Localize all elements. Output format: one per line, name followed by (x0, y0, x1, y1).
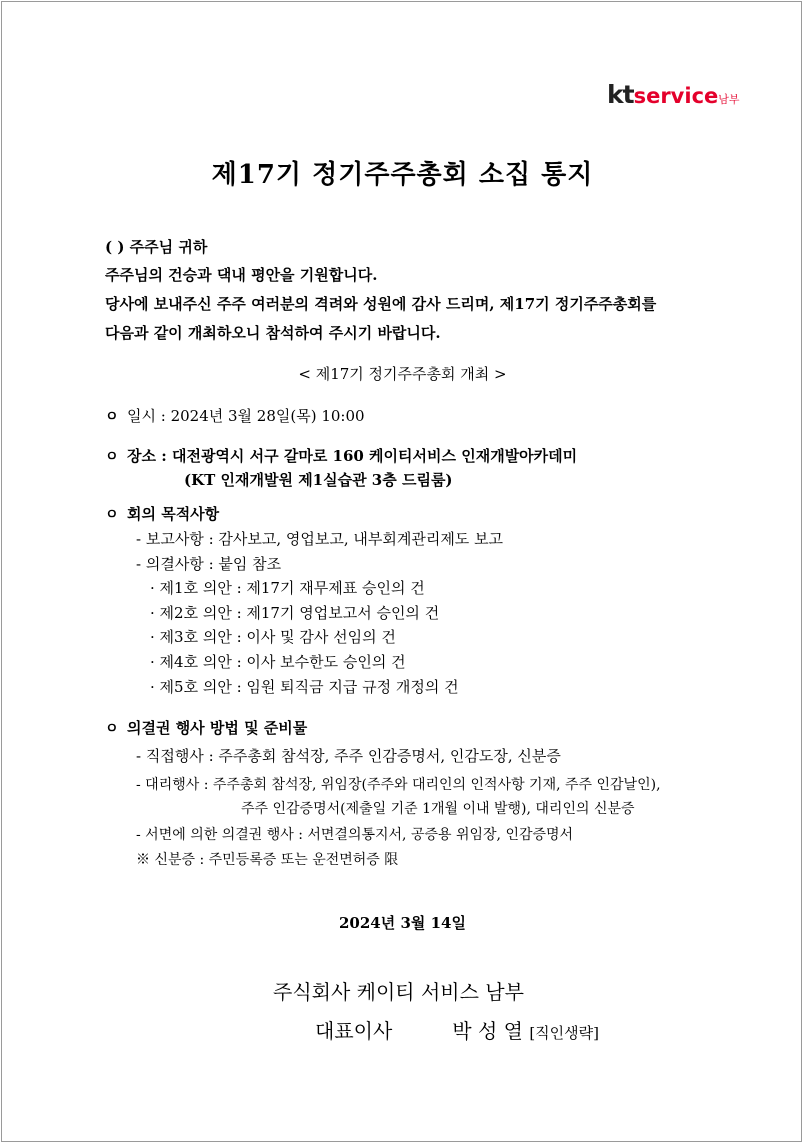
voting-title (105, 718, 307, 739)
ceo-role: 대표이사 (315, 1019, 393, 1043)
agenda-item-5: · 제5호 의안 : 임원 퇴직금 지급 규정 개정의 건 (150, 678, 459, 696)
agenda-item-1: · 제1호 의안 : 제17기 재무제표 승인의 건 (150, 579, 425, 597)
ceo-name: 박 성 열 (452, 1019, 523, 1043)
venue-item (105, 446, 577, 467)
date-text: 일시 : 2024년 3월 28일(목) 10:00 (127, 407, 365, 425)
agenda-title (105, 504, 219, 525)
section-header: < 제17기 정기주주총회 개최 > (298, 365, 507, 383)
bullet-icon: ㅇ (105, 409, 119, 425)
logo-sub: 남부 (718, 93, 740, 106)
document-title: 제17기 정기주주총회 소집 통지 (211, 160, 594, 190)
voting-proxy-line-1: - 대리행사 : 주주총회 참석장, 위임장(주주와 대리인의 인적사항 기재, 주주 인감날인), (136, 777, 661, 793)
logo-service: service (633, 84, 719, 108)
bullet-icon: ㅇ (105, 507, 119, 523)
seal-omitted: [직인생략] (529, 1024, 599, 1042)
ceo-line (315, 1018, 599, 1046)
company-name: 주식회사 케이티 서비스 남부 (273, 980, 524, 1004)
greeting-line-1: 주주님의 건승과 댁내 평안을 기원합니다. (105, 266, 378, 284)
voting-proxy-line-2: 주주 인감증명서(제출일 기준 1개월 이내 발행), 대리인의 신분증 (241, 801, 635, 817)
venue-line-1: 장소 : 대전광역시 서구 갈마로 160 케이티서비스 인재개발아카데미 (127, 447, 578, 465)
agenda-item-3: · 제3호 의안 : 이사 및 감사 선임의 건 (150, 628, 396, 646)
agenda-report: - 보고사항 : 감사보고, 영업보고, 내부회계관리제도 보고 (136, 530, 504, 548)
bullet-icon: ㅇ (105, 721, 119, 737)
voting-direct: - 직접행사 : 주주총회 참석장, 주주 인감증명서, 인감도장, 신분증 (136, 747, 561, 765)
venue-line-2: (KT 인재개발원 제1실습관 3층 드림룸) (184, 471, 453, 489)
voting-written: - 서면에 의한 의결권 행사 : 서면결의통지서, 공증용 위임장, 인감증명서 (136, 827, 574, 843)
company-logo (607, 82, 740, 107)
agenda-title-text: 회의 목적사항 (127, 505, 220, 523)
greeting-line-2: 당사에 보내주신 주주 여러분의 격려와 성원에 감사 드리며, 제17기 정기주주총회를 (105, 295, 657, 313)
agenda-item-2: · 제2호 의안 : 제17기 영업보고서 승인의 건 (150, 604, 440, 622)
addressee-line: ( ) 주주님 귀하 (105, 238, 208, 256)
agenda-item-4: · 제4호 의안 : 이사 보수한도 승인의 건 (150, 653, 406, 671)
voting-title-text: 의결권 행사 방법 및 준비물 (127, 719, 308, 737)
agenda-resolution: - 의결사항 : 붙임 참조 (136, 555, 282, 573)
notice-date: 2024년 3월 14일 (339, 914, 466, 932)
date-item (105, 406, 365, 427)
notice-page (1, 1, 802, 1142)
logo-kt: kt (607, 80, 634, 109)
bullet-icon: ㅇ (105, 449, 119, 465)
voting-note: ※ 신분증 : 주민등록증 또는 운전면허증 限 (136, 852, 399, 868)
greeting-line-3: 다음과 같이 개최하오니 참석하여 주시기 바랍니다. (105, 324, 441, 342)
